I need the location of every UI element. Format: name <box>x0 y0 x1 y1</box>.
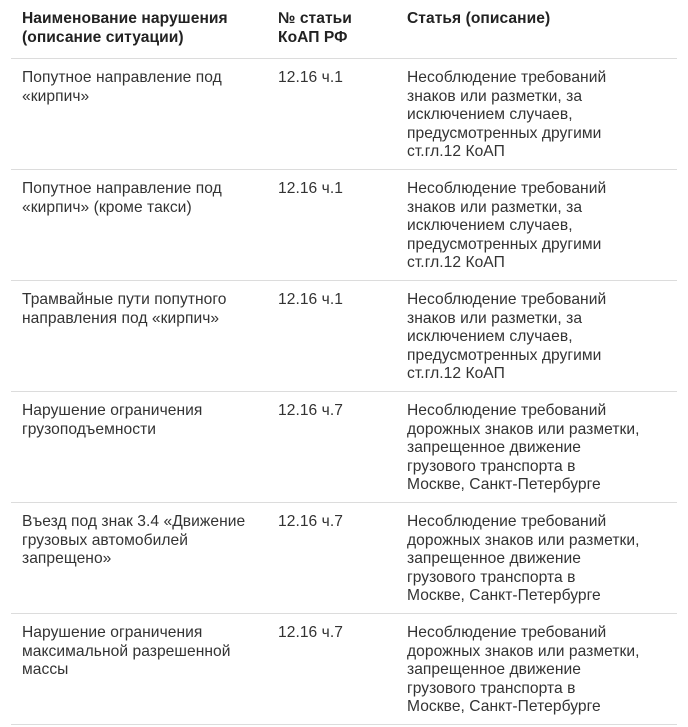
table-row <box>11 392 677 503</box>
header-article-number: № статьи КоАП РФ <box>278 10 352 46</box>
article-number-cell: 12.16 ч.7 <box>278 624 343 641</box>
table-row <box>11 281 677 392</box>
violation-name-cell: Трамвайные пути попутного направления под «кирпич» <box>22 291 227 327</box>
article-number-cell: 12.16 ч.1 <box>278 291 343 308</box>
violation-name-cell: Попутное направление под «кирпич» <box>22 69 222 105</box>
article-description-cell: Несоблюдение требований дорожных знаков или разметки, запрещенное движение грузового транспорта в Москве, Санкт-Петербурге <box>407 624 640 715</box>
table-row <box>11 59 677 170</box>
article-description-cell: Несоблюдение требований дорожных знаков или разметки, запрещенное движение грузового транспорта в Москве, Санкт-Петербурге <box>407 402 640 493</box>
article-description-cell: Несоблюдение требований знаков или разметки, за исключением случаев, предусмотренных другими ст.гл.12 КоАП <box>407 180 607 271</box>
table-row <box>11 170 677 281</box>
violation-name-cell: Въезд под знак 3.4 «Движение грузовых автомобилей запрещено» <box>22 513 246 567</box>
article-number-cell: 12.16 ч.7 <box>278 402 343 419</box>
article-description-cell: Несоблюдение требований знаков или разметки, за исключением случаев, предусмотренных другими ст.гл.12 КоАП <box>407 69 607 160</box>
table-row <box>11 503 677 614</box>
article-description-cell: Несоблюдение требований знаков или разметки, за исключением случаев, предусмотренных другими ст.гл.12 КоАП <box>407 291 607 382</box>
violation-name-cell: Попутное направление под «кирпич» (кроме такси) <box>22 180 222 216</box>
article-number-cell: 12.16 ч.1 <box>278 180 343 197</box>
table-row <box>11 614 677 725</box>
header-violation-name: Наименование нарушения (описание ситуации) <box>22 10 228 46</box>
article-number-cell: 12.16 ч.7 <box>278 513 343 530</box>
article-number-cell: 12.16 ч.1 <box>278 69 343 86</box>
table-header-row <box>11 0 677 59</box>
violations-table <box>11 0 677 725</box>
article-description-cell: Несоблюдение требований дорожных знаков или разметки, запрещенное движение грузового транспорта в Москве, Санкт-Петербурге <box>407 513 640 604</box>
header-article-description: Статья (описание) <box>407 10 551 27</box>
violation-name-cell: Нарушение ограничения максимальной разрешенной массы <box>22 624 231 678</box>
violation-name-cell: Нарушение ограничения грузоподъемности <box>22 402 203 438</box>
